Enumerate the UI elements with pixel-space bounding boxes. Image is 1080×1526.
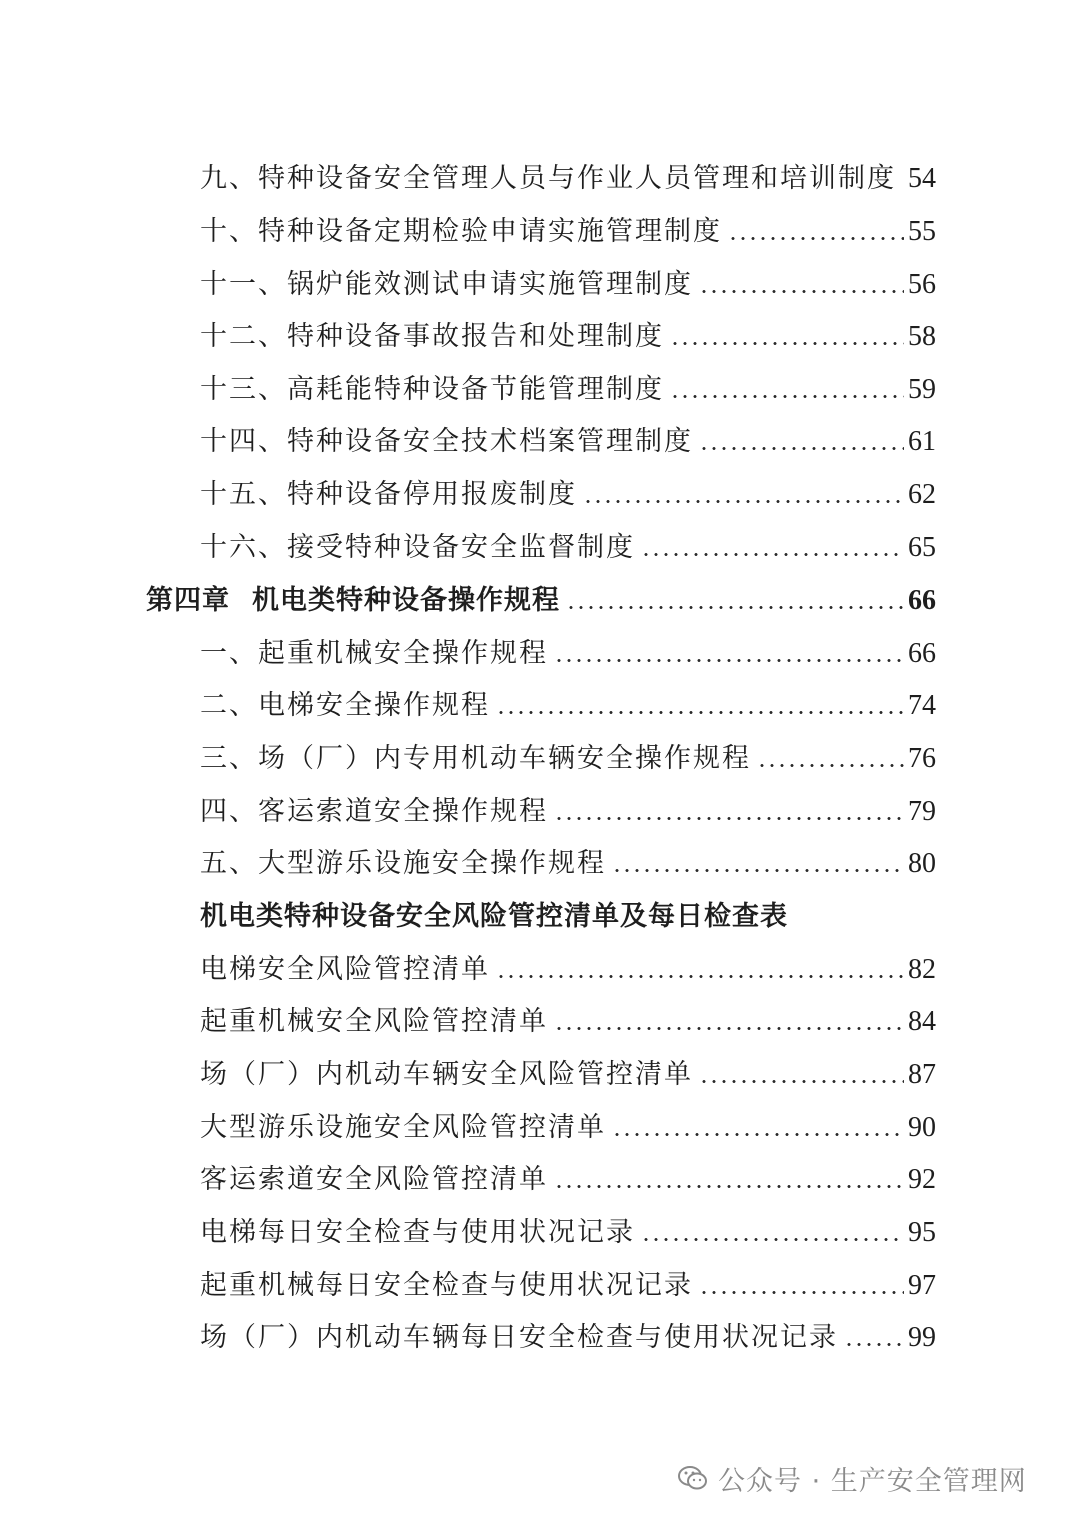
- toc-page-number: 58: [908, 321, 936, 352]
- toc-page-number: 61: [908, 426, 936, 457]
- toc-page-number: 84: [908, 1006, 936, 1037]
- toc-entry-label: 起重机械安全风险管控清单: [200, 1006, 548, 1037]
- leader-dots: [844, 1343, 904, 1346]
- toc-page-number: 55: [908, 216, 936, 247]
- toc-page-number: 56: [908, 269, 936, 300]
- toc-page-number: 87: [908, 1059, 936, 1090]
- toc-entry: [200, 205, 936, 249]
- toc-page-number: 82: [908, 954, 936, 985]
- toc-entry: [200, 468, 936, 512]
- toc-page-number: 65: [908, 532, 936, 563]
- toc-entry-label: 五、大型游乐设施安全操作规程: [200, 848, 606, 879]
- leader-dots: [728, 237, 904, 240]
- toc-entry: [200, 363, 936, 407]
- leader-dots: [757, 764, 904, 767]
- leader-dots: [554, 659, 904, 662]
- toc-entry-label: 四、客运索道安全操作规程: [200, 796, 548, 827]
- toc-section-heading: [200, 890, 936, 934]
- toc-entry-label: 十四、特种设备安全技术档案管理制度: [200, 426, 693, 457]
- toc-entry-label: 一、起重机械安全操作规程: [200, 638, 548, 669]
- toc-entry: [200, 258, 936, 302]
- toc-entry: [200, 679, 936, 723]
- toc-page-number: 79: [908, 796, 936, 827]
- toc-entry-label: 十三、高耗能特种设备节能管理制度: [200, 374, 664, 405]
- toc-entry: [200, 837, 936, 881]
- toc-entry: [200, 521, 936, 565]
- leader-dots: [554, 1027, 904, 1030]
- toc-entry: [200, 310, 936, 354]
- leader-dots: [670, 342, 904, 345]
- toc-page-number: 92: [908, 1164, 936, 1195]
- toc-page-number: 59: [908, 374, 936, 405]
- toc-entry: [200, 1101, 936, 1145]
- toc-entry-label: 二、电梯安全操作规程: [200, 690, 490, 721]
- toc-entry-label: 十五、特种设备停用报废制度: [200, 479, 577, 510]
- toc-page-number: 80: [908, 848, 936, 879]
- toc-entry: [200, 1048, 936, 1092]
- leader-dots: [612, 869, 904, 872]
- leader-dots: [496, 975, 904, 978]
- leader-dots: [641, 1238, 904, 1241]
- toc-heading-label: 机电类特种设备安全风险管控清单及每日检查表: [200, 901, 788, 932]
- leader-dots: [699, 1291, 904, 1294]
- toc-entry: [200, 943, 936, 987]
- toc-entry-label: 十一、锅炉能效测试申请实施管理制度: [200, 269, 693, 300]
- toc-entry-label: 十二、特种设备事故报告和处理制度: [200, 321, 664, 352]
- toc-chapter-entry: [146, 574, 936, 618]
- toc-chapter-label: [146, 584, 560, 618]
- toc-page-number: 95: [908, 1217, 936, 1248]
- toc-entry-label: 场（厂）内机动车辆安全风险管控清单: [200, 1059, 693, 1090]
- leader-dots: [554, 817, 904, 820]
- chapter-title: 机电类特种设备操作规程: [252, 585, 560, 616]
- toc-entry: [200, 1311, 936, 1355]
- toc-page-number: 74: [908, 690, 936, 721]
- toc-page-number: 99: [908, 1322, 936, 1353]
- toc-page-number: 76: [908, 743, 936, 774]
- toc-entry-label: 电梯每日安全检查与使用状况记录: [200, 1217, 635, 1248]
- toc-entry: [200, 995, 936, 1039]
- toc-page-number: 54: [908, 163, 936, 194]
- toc-entry: [200, 1259, 936, 1303]
- toc-entry: [200, 732, 936, 776]
- toc-entry: [200, 1153, 936, 1197]
- toc-entry-label: 电梯安全风险管控清单: [200, 954, 490, 985]
- toc-entry: [200, 415, 936, 459]
- chapter-number: 第四章: [146, 585, 230, 616]
- leader-dots: [554, 1185, 904, 1188]
- toc-entry-label: 大型游乐设施安全风险管控清单: [200, 1112, 606, 1143]
- toc-entry-label: 十、特种设备定期检验申请实施管理制度: [200, 216, 722, 247]
- toc-page-number: 66: [908, 585, 936, 616]
- wechat-icon: [676, 1461, 710, 1495]
- leader-dots: [641, 553, 904, 556]
- toc-page-number: 62: [908, 479, 936, 510]
- toc-entry-label: 十六、接受特种设备安全监督制度: [200, 532, 635, 563]
- leader-dots: [670, 395, 904, 398]
- toc-page-number: 90: [908, 1112, 936, 1143]
- leader-dots: [902, 184, 904, 187]
- toc-entry-label: 客运索道安全风险管控清单: [200, 1164, 548, 1195]
- toc-entry: [200, 785, 936, 829]
- leader-dots: [612, 1133, 904, 1136]
- toc-entry-label: 九、特种设备安全管理人员与作业人员管理和培训制度: [200, 163, 896, 194]
- toc-entry-label: 三、场（厂）内专用机动车辆安全操作规程: [200, 743, 751, 774]
- leader-dots: [496, 711, 904, 714]
- toc-entry: [200, 152, 936, 196]
- watermark: [676, 1453, 1027, 1503]
- toc-entry: [200, 627, 936, 671]
- leader-dots: [566, 606, 904, 609]
- leader-dots: [699, 447, 904, 450]
- watermark-text: 公众号 · 生产安全管理网: [718, 1465, 1027, 1497]
- toc-entry: [200, 1206, 936, 1250]
- toc-page-number: 97: [908, 1270, 936, 1301]
- leader-dots: [699, 1080, 904, 1083]
- toc-entry-label: 场（厂）内机动车辆每日安全检查与使用状况记录: [200, 1322, 838, 1353]
- leader-dots: [699, 290, 904, 293]
- leader-dots: [583, 500, 904, 503]
- toc-page-number: 66: [908, 638, 936, 669]
- toc-entry-label: 起重机械每日安全检查与使用状况记录: [200, 1270, 693, 1301]
